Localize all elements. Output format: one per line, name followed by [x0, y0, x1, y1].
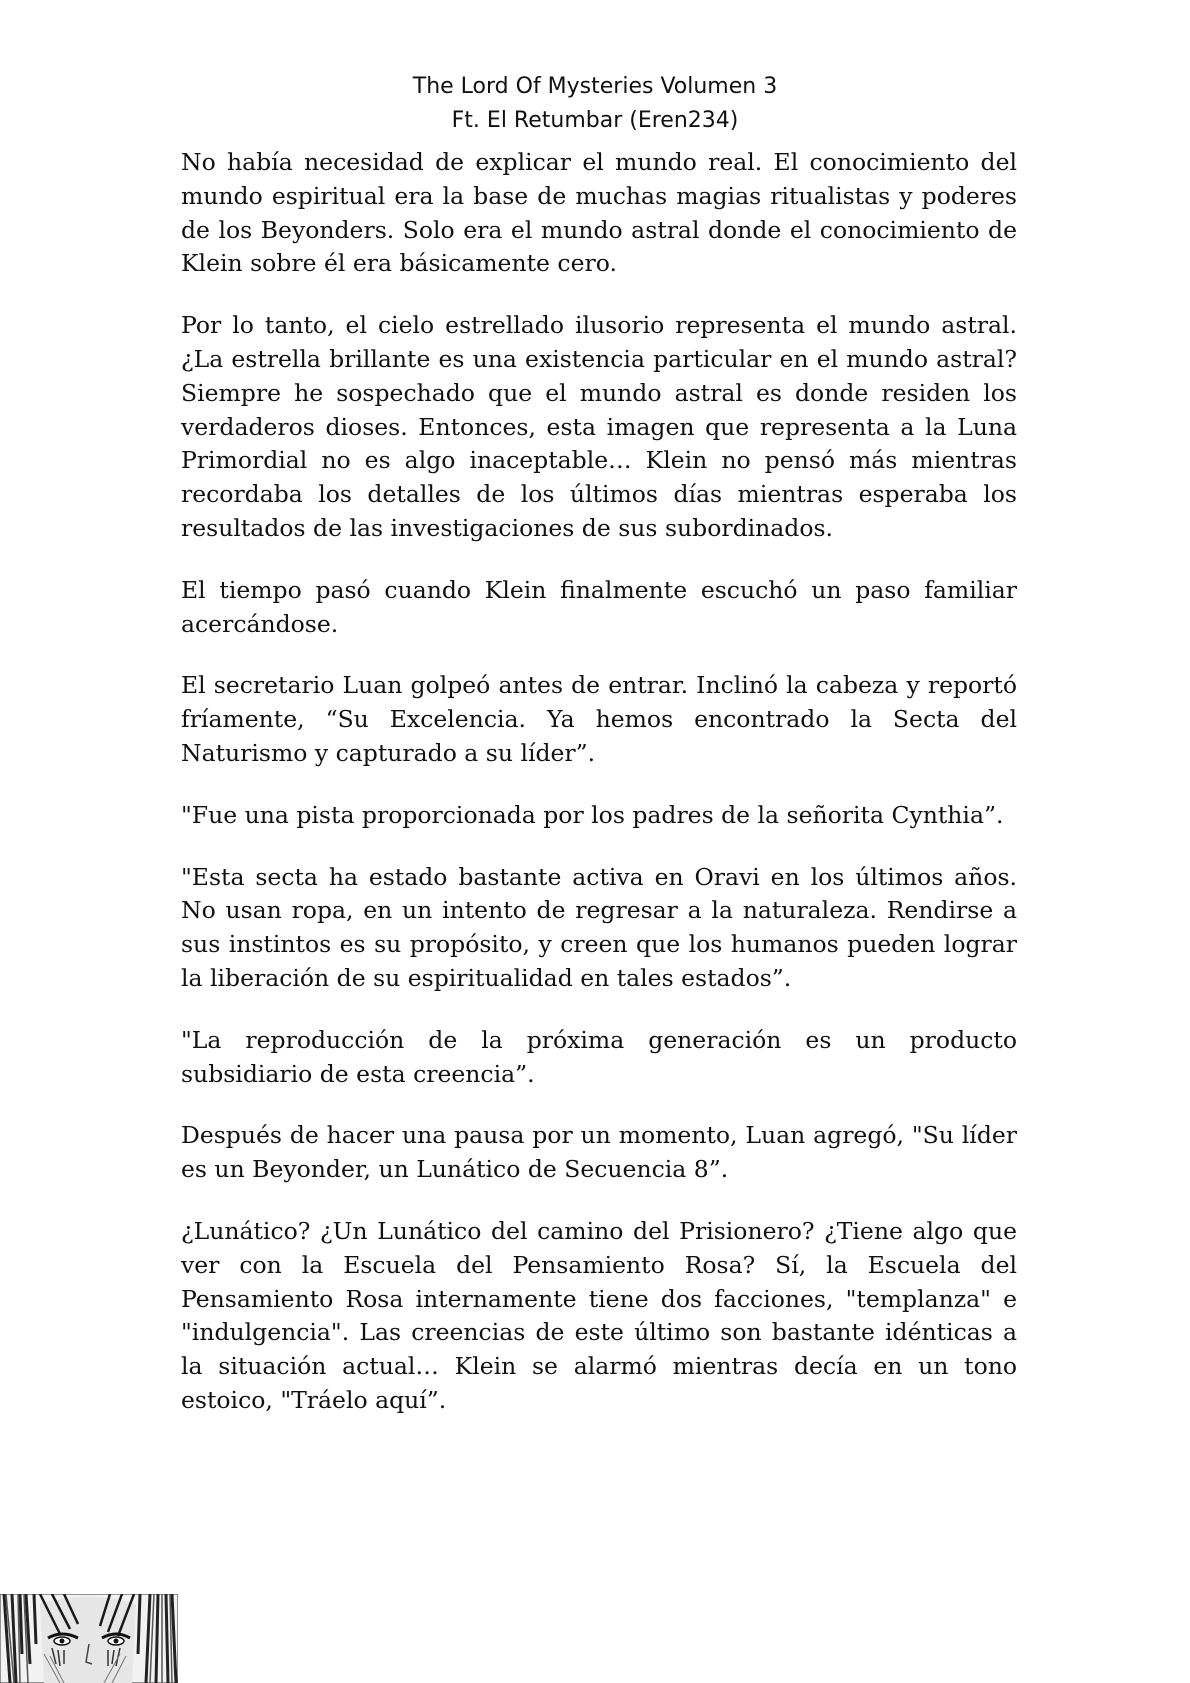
paragraph: No había necesidad de explicar el mundo real. El conocimiento del mundo espiritual era la base de muchas magias ritualistas y poderes de los Beyonders. Solo era el mundo astral donde el conocimiento de Klein sobre él era básicamente cero.	[181, 148, 1017, 278]
paragraph: Por lo tanto, el cielo estrellado ilusorio representa el mundo astral. ¿La estrella brillante es una existencia particular en el mundo astral? Siempre he sospechado que el mundo astral es donde residen los verdaderos dioses. Entonces, esta imagen que representa a la Luna Primordial no es algo inaceptable… Klein no pensó más mientras recordaba los detalles de los últimos días mientras esperaba los resultados de las investigaciones de sus subordinados.	[181, 311, 1017, 542]
page-header	[0, 70, 1190, 138]
header-title: The Lord Of Mysteries Volumen 3	[412, 74, 778, 99]
header-credit: Ft. El Retumbar (Eren234)	[451, 108, 739, 133]
illustration-svg	[0, 1594, 178, 1683]
paragraph: "La reproducción de la próxima generación es un producto subsidiario de esta creencia”.	[181, 1025, 1017, 1088]
paragraph: El tiempo pasó cuando Klein finalmente escuchó un paso familiar acercándose.	[181, 575, 1017, 638]
chapter-body	[181, 146, 1017, 1446]
paragraph: El secretario Luan golpeó antes de entrar. Inclinó la cabeza y reportó fríamente, “Su Excelencia. Ya hemos encontrado la Secta del Naturismo y capturado a su líder”.	[181, 671, 1017, 767]
paragraph: ¿Lunático? ¿Un Lunático del camino del Prisionero? ¿Tiene algo que ver con la Escuela del Pensamiento Rosa? Sí, la Escuela del Pensamiento Rosa internamente tiene dos facciones, "templanza" e "indulgencia". Las creencias de este último son bastante idénticas a la situación actual… Klein se alarmó mientras decía en un tono estoico, "Tráelo aquí”.	[181, 1216, 1017, 1414]
paragraph: "Esta secta ha estado bastante activa en Oravi en los últimos años. No usan ropa, en un intento de regresar a la naturaleza. Rendirse a sus instintos es su propósito, y creen que los humanos pueden lograr la liberación de su espiritualidad en tales estados”.	[181, 862, 1017, 992]
paragraph: Después de hacer una pausa por un momento, Luan agregó, "Su líder es un Beyonder, un Lunático de Secuencia 8”.	[181, 1121, 1017, 1184]
paragraph: "Fue una pista proporcionada por los padres de la señorita Cynthia”.	[181, 800, 1004, 829]
manga-face-illustration-icon	[0, 1594, 178, 1683]
